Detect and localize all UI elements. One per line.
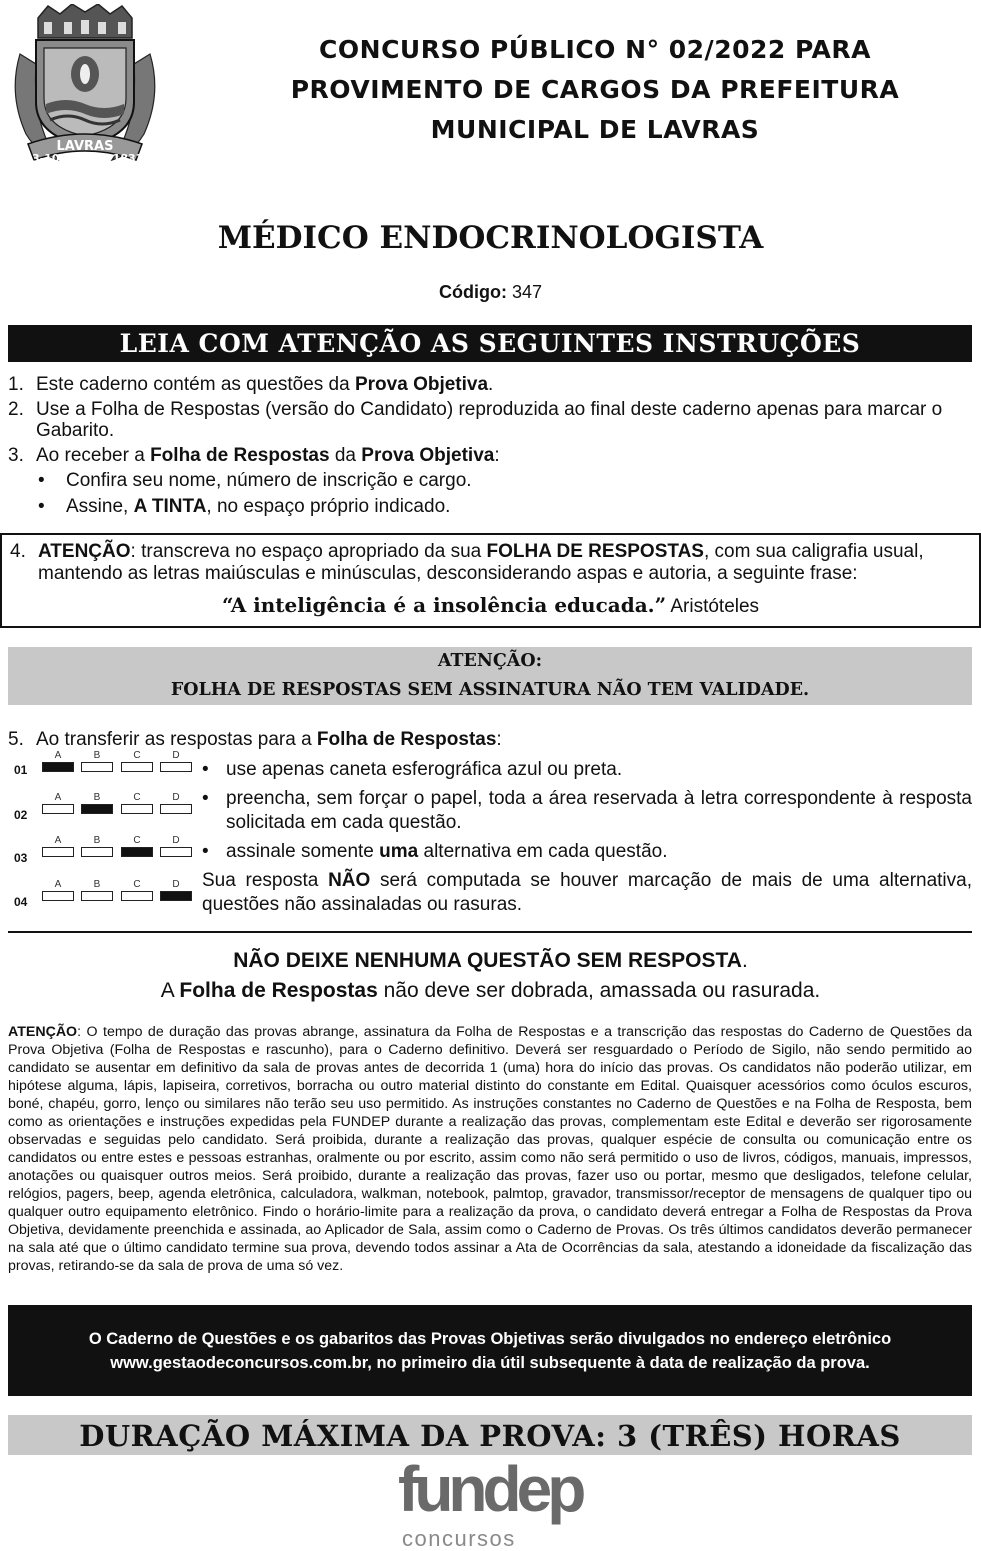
- bubble-letter: A: [54, 750, 62, 761]
- rule-final-text: Sua resposta: [202, 870, 329, 891]
- bubble-row: [14, 879, 196, 915]
- notice-line-2-end: não deve ser dobrada, amassada ou rasurada.: [377, 979, 821, 1002]
- bubble-empty: [121, 891, 153, 901]
- bubble-row: [14, 792, 196, 828]
- bubble-empty: [160, 804, 192, 814]
- instruction-5-number: 5.: [8, 729, 24, 750]
- bubble-empty: [121, 804, 153, 814]
- header-line-1: CONCURSO PÚBLICO N° 02/2022 PARA: [319, 35, 871, 64]
- instruction-2-text: Use a Folha de Respostas (versão do Candidato) reproduzida ao final deste caderno apenas para marcar o Gabarito.: [36, 399, 943, 441]
- bubble-letter: D: [172, 879, 180, 890]
- bubble-row: [14, 750, 196, 786]
- instruction-4-bold-2: FOLHA DE RESPOSTAS: [486, 541, 704, 562]
- bubble-empty: [160, 847, 192, 857]
- notice-line-1: NÃO DEIXE NENHUMA QUESTÃO SEM RESPOSTA: [233, 949, 742, 972]
- instruction-2: [8, 399, 972, 441]
- bubble-option: [160, 750, 192, 772]
- instruction-3-bullet-1: [38, 470, 972, 491]
- bubble-row-number: 03: [14, 851, 28, 865]
- instruction-2-number: 2.: [8, 399, 24, 420]
- instruction-3-bold-1: Folha de Respostas: [150, 445, 330, 466]
- instruction-3-number: 3.: [8, 445, 24, 466]
- notice-line-2-text: A: [160, 979, 180, 1002]
- instruction-4-box: [0, 533, 981, 628]
- crest-date-right: 1831: [112, 152, 144, 165]
- logo-word: fundep: [398, 1453, 582, 1525]
- bubble-empty: [42, 804, 74, 814]
- fundep-logo: [398, 1453, 588, 1551]
- bubble-row-number: 02: [14, 808, 28, 822]
- bubble-option: [160, 879, 192, 901]
- instruction-3: [8, 445, 972, 466]
- bullet-icon: •: [202, 759, 209, 780]
- codigo-value: 347: [511, 282, 543, 302]
- bubble-option: [42, 792, 74, 814]
- bubble-letter: D: [172, 792, 180, 803]
- instruction-5-end: :: [496, 729, 502, 750]
- rule-final-bold: NÃO: [328, 870, 371, 891]
- bubble-option: [121, 750, 153, 772]
- instruction-3-end: :: [494, 445, 500, 466]
- instruction-4-end: , com sua caligrafia usual, mantendo as letras maiúsculas e minúsculas, desconsiderando aspas e autoria, a seguinte frase:: [38, 541, 924, 584]
- bubble-filled: [42, 762, 74, 772]
- signature-warning-text: FOLHA DE RESPOSTAS SEM ASSINATURA NÃO TEM VALIDADE.: [170, 680, 810, 700]
- rule-3: [202, 840, 972, 864]
- bubble-row-number: 01: [14, 763, 28, 777]
- rule-3-end: alternativa em cada questão.: [418, 841, 668, 862]
- instruction-5-bold: Folha de Respostas: [316, 729, 497, 750]
- signature-warning-box: [8, 647, 972, 705]
- bubble-row-number: 04: [14, 895, 28, 909]
- exam-rules-paragraph: [8, 1023, 972, 1275]
- answer-bubble-examples: [14, 750, 196, 910]
- paragraph-bold: ATENÇÃO: [8, 1024, 78, 1040]
- bubble-option: [121, 835, 153, 857]
- instructions-list: [8, 374, 972, 522]
- city-crest-icon: [8, 4, 162, 170]
- instruction-1-text: Este caderno contém as questões da: [36, 374, 355, 395]
- bubble-option: [160, 792, 192, 814]
- rule-final: [202, 869, 972, 917]
- bubble-empty: [121, 762, 153, 772]
- rule-2-text: preencha, sem forçar o papel, toda a área reservada à letra correspondente à resposta solicitada em cada questão.: [226, 788, 972, 833]
- instruction-4-number: 4.: [10, 541, 26, 562]
- bullet-icon: •: [38, 470, 45, 491]
- instruction-3-text: Ao receber a: [36, 445, 151, 466]
- instruction-1-number: 1.: [8, 374, 24, 395]
- logo-subtitle: concursos: [402, 1526, 516, 1551]
- bubble-empty: [42, 847, 74, 857]
- notice-line-2-bold: Folha de Respostas: [179, 979, 378, 1002]
- bubble-empty: [81, 762, 113, 772]
- exam-header: [250, 30, 940, 150]
- bubble-option: [121, 879, 153, 901]
- bubble-option: [81, 835, 113, 857]
- instruction-5: [8, 729, 972, 750]
- bullet-icon: •: [202, 788, 209, 809]
- instruction-3-bold-2: Prova Objetiva: [361, 445, 495, 466]
- bubble-filled: [160, 891, 192, 901]
- crest-name: LAVRAS: [56, 139, 114, 154]
- instruction-3-bullet-2: [38, 496, 972, 517]
- bullet-2-text: Assine,: [66, 496, 134, 517]
- bubble-letter: B: [93, 835, 101, 846]
- rule-1: [202, 758, 972, 782]
- codigo-label: Código:: [438, 282, 507, 302]
- rule-3-text: assinale somente: [226, 841, 380, 862]
- bubble-option: [160, 835, 192, 857]
- codigo: [0, 282, 981, 303]
- header-line-2: PROVIMENTO DE CARGOS DA PREFEITURA: [290, 75, 900, 104]
- instruction-1-bold: Prova Objetiva: [354, 374, 489, 395]
- bubble-empty: [81, 891, 113, 901]
- bubble-letter: D: [172, 835, 180, 846]
- cargo-title: MÉDICO ENDOCRINOLOGISTA: [217, 220, 764, 256]
- instructions-banner: LEIA COM ATENÇÃO AS SEGUINTES INSTRUÇÕES: [8, 325, 972, 362]
- bubble-letter: A: [54, 792, 62, 803]
- paragraph-text: : O tempo de duração das provas abrange, assinatura da Folha de Respostas e a transcrição das respostas do Caderno de Questões da Prova Objetiva (Folha de Respostas e rascunho), para o Caderno definitivo. Deverá ser resguardado o Período de Sigilo, não sendo permitido ao candidato se ausentar em definitivo da sala de provas antes de decorrida 1 (uma) hora do início das provas. Os candidatos não poderão utilizar, em hipótese alguma, lápis, lapiseira, corretivos, borracha ou outro material distinto do constante em Edital. Quaisquer acessórios como óculos escuros, boné, chapéu, gorro, lenço ou similares não terão seu uso permitido. As instruções constantes no Caderno de Questões e na Folha de Resposta, bem como as orientações e instruções expedidas pela FUNDEP durante a realização das provas, complementam este Edital e deverão ser rigorosamente observadas e seguidas pelo candidato. Será proibida, durante a realização das provas, qualquer espécie de consulta ou comunicação entre os candidatos ou entre estes e pessoas estranhas, oralmente ou por escrito, assim como não será permitido o uso de livros, códigos, manuais, impressos, anotações ou quaisquer outros meios. Será proibido, durante a realização das provas, fazer uso ou portar, mesmo que desligados, telefone celular, relógios, pagers, beep, agenda eletrônica, calculadora, walkman, notebook, palmtop, gravador, transmissor/receptor de mensagens de qualquer tipo ou qualquer outro equipamento eletrônico. Findo o horário-limite para a realização da prova, o candidato deverá entregar a Folha de Respostas da Prova Objetiva, devidamente preenchida e assinada, ao Aplicador de Sala, assim como o Caderno de Provas. Os três últimos candidatos deverão permanecer na sala até que o último candidato termine sua prova, devendo todos assinar a Ata de Ocorrências da sala, atestando a idoneidade da fiscalização das provas, retirando-se da sala de prova de uma só vez.: [8, 1024, 972, 1274]
- bubble-option: [42, 750, 74, 772]
- notice-line-1-end: .: [741, 949, 748, 972]
- rule-final-end: será computada se houver marcação de mais de uma alternativa, questões não assinaladas ou rasuras.: [202, 870, 972, 915]
- instruction-1: [8, 374, 972, 395]
- bubble-empty: [160, 762, 192, 772]
- rule-2: [202, 787, 972, 835]
- header-line-3: MUNICIPAL DE LAVRAS: [430, 115, 760, 144]
- bullet-2-end: , no espaço próprio indicado.: [206, 496, 451, 517]
- rule-1-text: use apenas caneta esferográfica azul ou preta.: [226, 759, 623, 780]
- instruction-4-mid: : transcreva no espaço apropriado da sua: [130, 541, 487, 562]
- bullet-2-bold: A TINTA: [133, 496, 207, 517]
- bubble-letter: D: [172, 750, 180, 761]
- results-notice-box: [8, 1305, 972, 1396]
- bubble-letter: B: [93, 792, 101, 803]
- crest-date-left: 13-10: [24, 152, 60, 165]
- signature-warning-title: ATENÇÃO:: [437, 651, 543, 671]
- bubble-option: [121, 792, 153, 814]
- exam-duration-banner: DURAÇÃO MÁXIMA DA PROVA: 3 (TRÊS) HORAS: [8, 1415, 972, 1455]
- no-blank-answer-notice: [0, 947, 981, 1005]
- bubble-letter: B: [93, 879, 101, 890]
- bubble-letter: C: [133, 750, 141, 761]
- bubble-option: [42, 879, 74, 901]
- bubble-letter: A: [54, 879, 62, 890]
- bubble-filled: [81, 804, 113, 814]
- bullet-icon: •: [202, 841, 209, 862]
- quote-author: Aristóteles: [670, 596, 760, 617]
- rule-3-bold: uma: [379, 841, 419, 862]
- bullet-1-text: Confira seu nome, número de inscrição e cargo.: [66, 470, 472, 491]
- bubble-option: [81, 750, 113, 772]
- instruction-5-text: Ao transferir as respostas para a: [36, 729, 317, 750]
- bubble-letter: C: [133, 792, 141, 803]
- bubble-letter: B: [93, 750, 101, 761]
- bubble-option: [81, 792, 113, 814]
- results-notice-line-1: O Caderno de Questões e os gabaritos das Provas Objetivas serão divulgados no endereço eletrônico: [88, 1330, 892, 1348]
- results-notice-line-2: www.gestaodeconcursos.com.br, no primeiro dia útil subsequente à data de realização da prova.: [110, 1354, 870, 1372]
- bubble-filled: [121, 847, 153, 857]
- bubble-empty: [42, 891, 74, 901]
- divider: [8, 931, 972, 933]
- bubble-option: [42, 835, 74, 857]
- instruction-3-mid: da: [329, 445, 362, 466]
- quote-text: “A inteligência é a insolência educada.”: [221, 593, 667, 617]
- bubble-letter: C: [133, 879, 141, 890]
- instruction-4-bold-1: ATENÇÃO: [38, 541, 131, 562]
- bubble-letter: A: [54, 835, 62, 846]
- bubble-row: [14, 835, 196, 871]
- bubble-empty: [81, 847, 113, 857]
- bubble-option: [81, 879, 113, 901]
- answer-rules: [202, 758, 972, 917]
- phrase-to-transcribe: [10, 594, 971, 618]
- bubble-letter: C: [133, 835, 141, 846]
- bullet-icon: •: [38, 496, 45, 517]
- instruction-1-end: .: [488, 374, 494, 395]
